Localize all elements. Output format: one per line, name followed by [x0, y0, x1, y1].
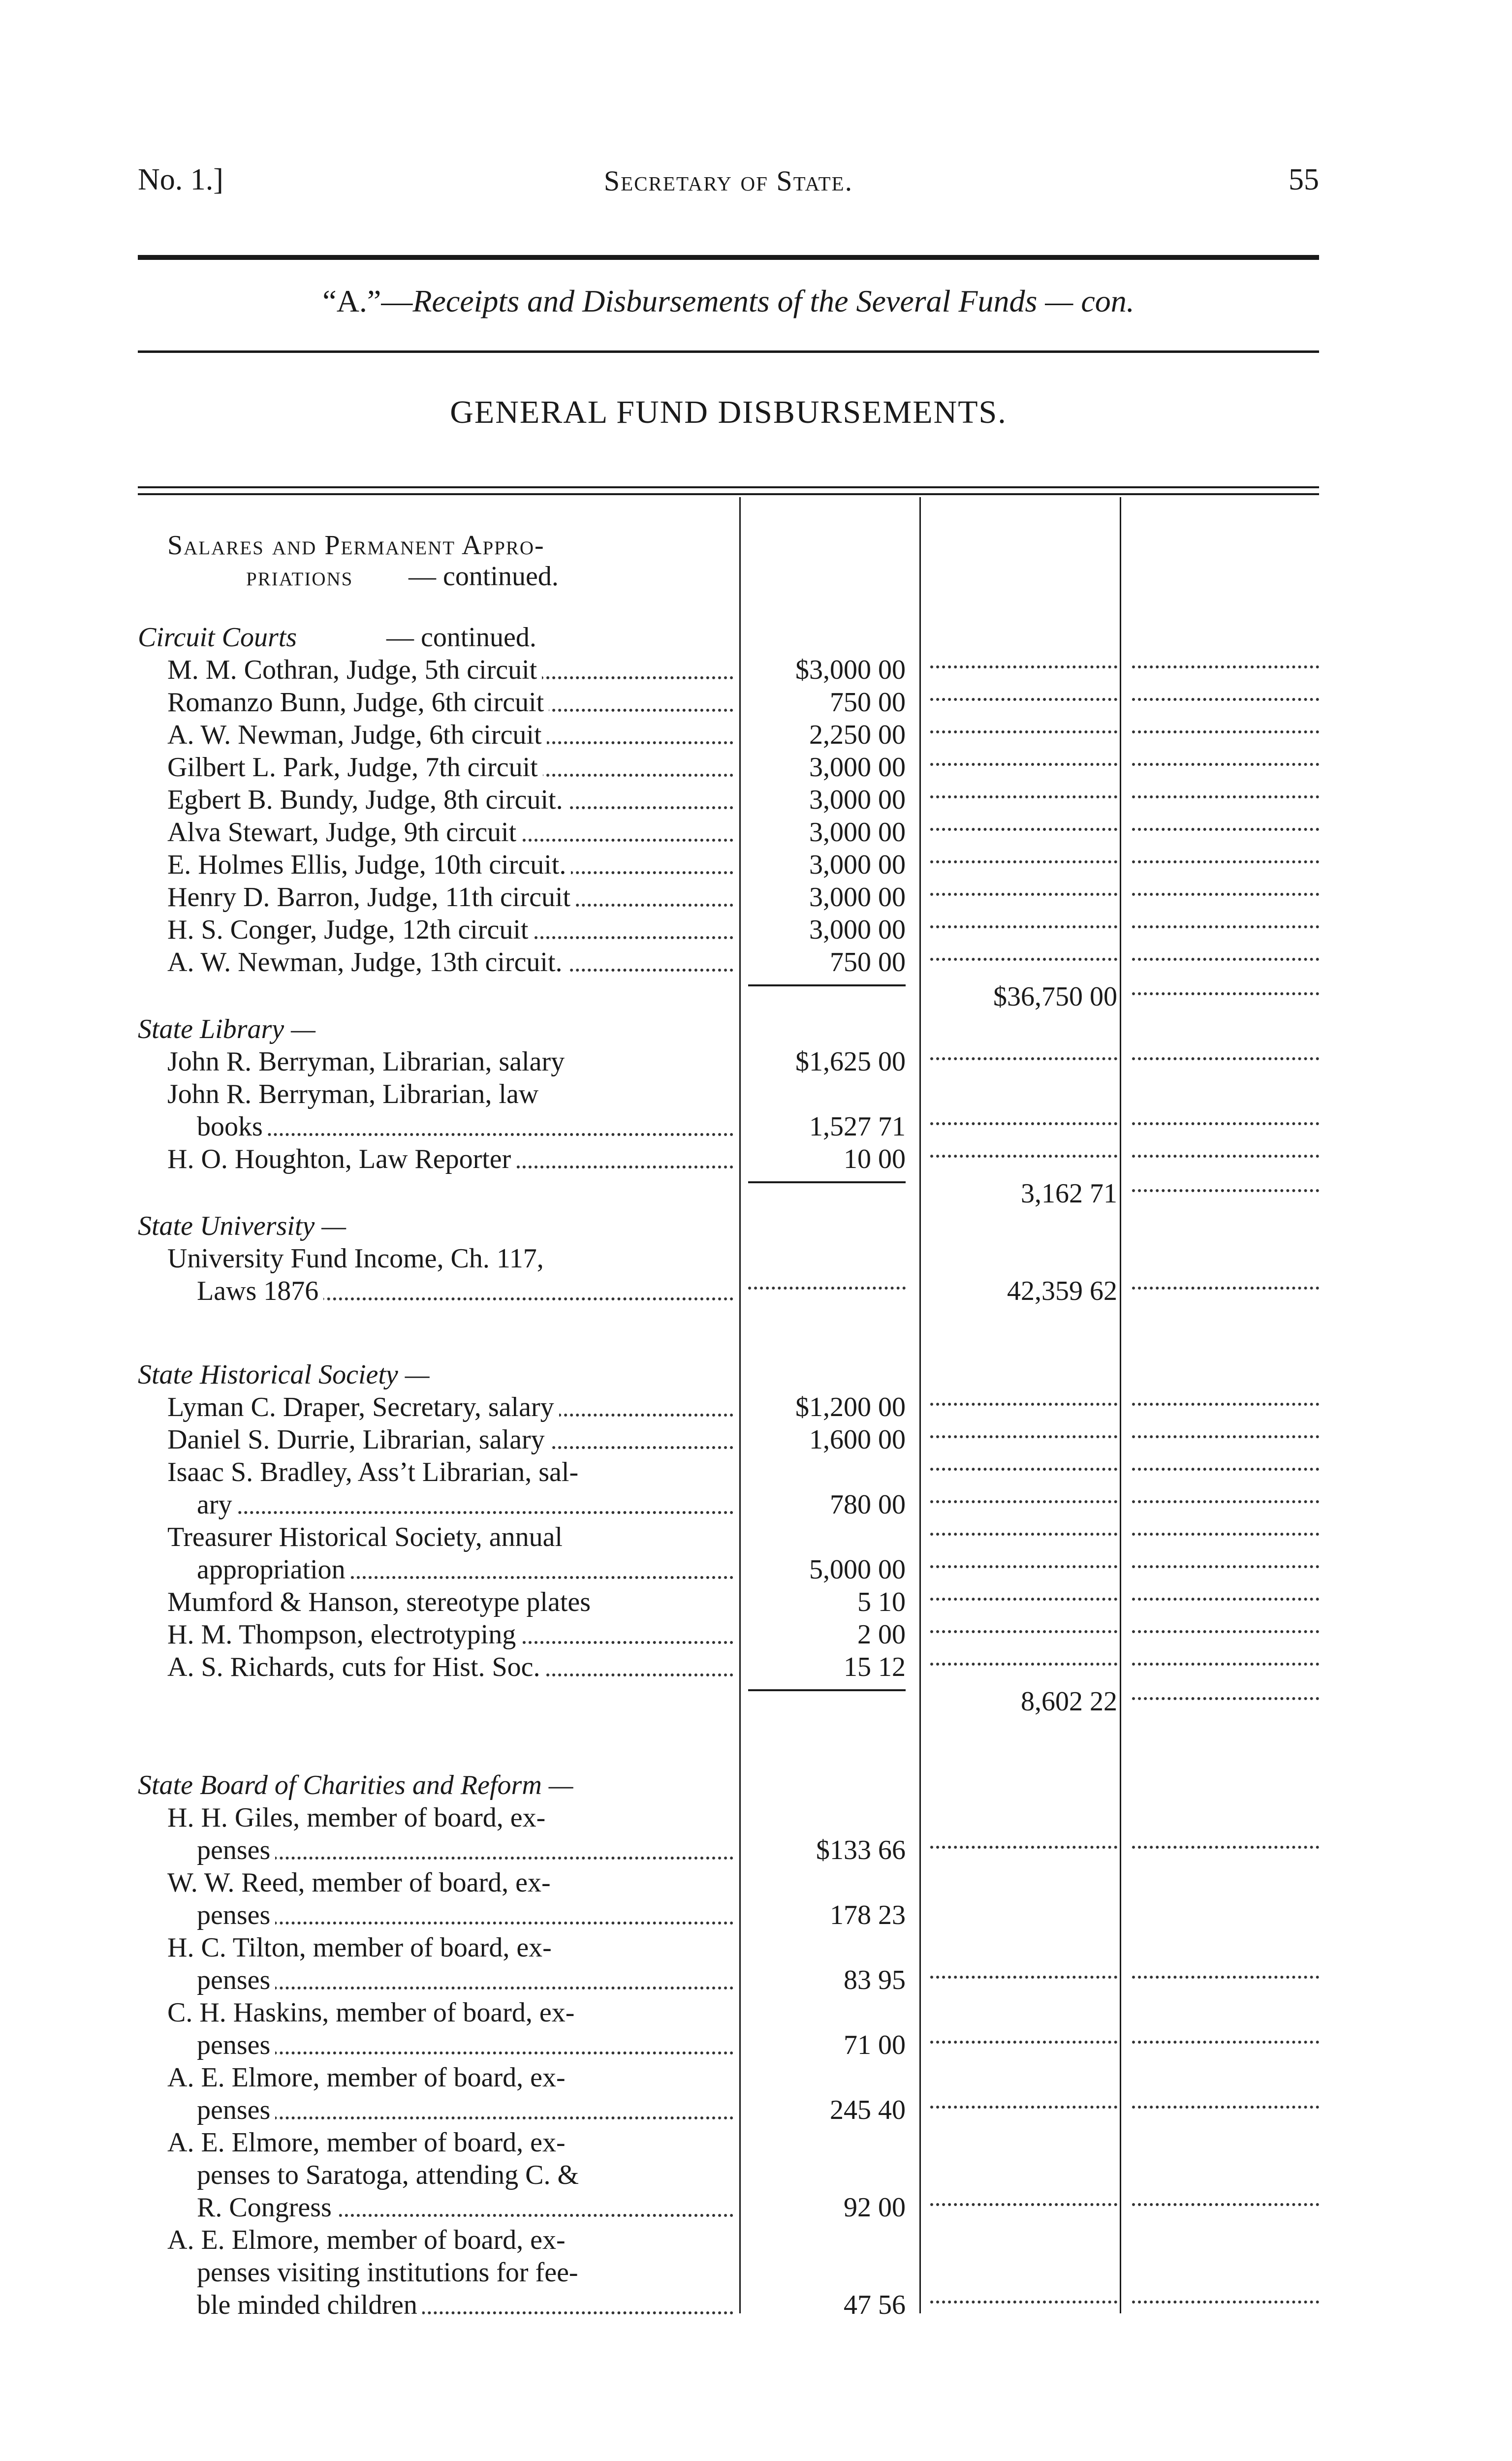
row-description: H. S. Conger, Judge, 12th circuit	[167, 915, 533, 945]
row-description: R. Congress	[197, 2192, 337, 2223]
running-head	[138, 162, 1319, 212]
subtotal-amount: 42,359 62	[1007, 1276, 1117, 1306]
row-description: Daniel S. Durrie, Librarian, salary	[167, 1424, 550, 1455]
category-line	[0, 1769, 1512, 1801]
row-description: Laws 1876	[197, 1276, 323, 1306]
row-amount: 15 12	[844, 1652, 906, 1682]
row-description: C. H. Haskins, member of board, ex-	[167, 1997, 575, 2028]
table-row-continued	[0, 1866, 1512, 1899]
row-description: penses visiting institutions for fee-	[197, 2257, 578, 2288]
row-description: penses	[197, 1900, 275, 1930]
category-title: State Library —	[138, 1014, 315, 1044]
row-amount: 1,527 71	[809, 1111, 906, 1142]
row-amount: 71 00	[844, 2030, 906, 2060]
row-amount: 1,600 00	[809, 1424, 906, 1455]
table-row	[0, 1391, 1512, 1423]
row-description: Gilbert L. Park, Judge, 7th circuit	[167, 752, 543, 783]
table-row	[0, 1899, 1512, 1931]
table-row-continued	[0, 2159, 1512, 2191]
subtotal-row	[0, 1685, 1512, 1718]
row-amount: 3,000 00	[809, 915, 906, 945]
table-row	[0, 1586, 1512, 1618]
row-amount: 5,000 00	[809, 1554, 906, 1585]
subtotal-amount: $36,750 00	[993, 981, 1117, 1012]
table-row-continued	[0, 1521, 1512, 1553]
category-line	[0, 1210, 1512, 1242]
table-row	[0, 1651, 1512, 1683]
table-row-continued	[0, 2256, 1512, 2289]
category-line	[0, 1013, 1512, 1045]
double-rule-bottom	[138, 493, 1319, 495]
table-row	[0, 2191, 1512, 2224]
row-description: Mumford & Hanson, stereotype plates	[167, 1587, 596, 1617]
row-description: penses to Saratoga, attending C. &	[197, 2160, 579, 2190]
row-description: Henry D. Barron, Judge, 11th circuit	[167, 882, 575, 913]
category-line	[0, 621, 1512, 654]
subtotal-row	[0, 1177, 1512, 1210]
table-row	[0, 1964, 1512, 1996]
row-description: W. W. Reed, member of board, ex-	[167, 1867, 551, 1898]
running-title: Secretary of State.	[603, 165, 853, 197]
row-amount: 2 00	[857, 1619, 906, 1650]
row-description: H. O. Houghton, Law Reporter	[167, 1144, 516, 1174]
table-row	[0, 1045, 1512, 1078]
table-row-continued	[0, 2126, 1512, 2159]
table-row	[0, 2094, 1512, 2126]
heading-text: Salares and Permanent Appro-	[167, 530, 545, 561]
table-row	[0, 2289, 1512, 2321]
row-amount: $1,625 00	[795, 1046, 906, 1077]
report-number: No. 1.]	[138, 163, 223, 196]
table-row-continued	[0, 1801, 1512, 1834]
category-title: State University —	[138, 1211, 346, 1241]
row-amount: 47 56	[844, 2290, 906, 2320]
row-amount: 3,000 00	[809, 752, 906, 783]
table-row	[0, 719, 1512, 751]
subtotal-amount: 8,602 22	[1021, 1686, 1117, 1717]
table-row	[0, 1423, 1512, 1456]
row-description: Lyman C. Draper, Secretary, salary	[167, 1392, 559, 1422]
row-description: E. Holmes Ellis, Judge, 10th circuit.	[167, 850, 571, 880]
row-amount: 3,000 00	[809, 882, 906, 913]
heading-line	[0, 529, 1512, 562]
row-description: penses	[197, 2095, 275, 2125]
row-description: penses	[197, 1965, 275, 1995]
table-row-continued	[0, 2224, 1512, 2256]
row-amount: 5 10	[857, 1587, 906, 1617]
double-rule-top	[138, 486, 1319, 488]
row-amount: 3,000 00	[809, 850, 906, 880]
heading-text: — continued.	[409, 561, 559, 592]
subtitle-prefix: “A.”—	[322, 284, 413, 318]
row-description: H. M. Thompson, electrotyping	[167, 1619, 521, 1650]
row-amount: 750 00	[830, 687, 906, 718]
row-description: Treasurer Historical Society, annual	[167, 1522, 563, 1552]
row-description: appropriation	[197, 1554, 350, 1585]
subtitle-suffix: — con.	[1037, 284, 1134, 318]
row-description: ary	[197, 1489, 237, 1520]
row-description: Isaac S. Bradley, Ass’t Librarian, sal-	[167, 1457, 579, 1487]
row-amount: $3,000 00	[795, 655, 906, 685]
row-description: A. W. Newman, Judge, 6th circuit	[167, 720, 547, 750]
subtotal-amount: 3,162 71	[1021, 1178, 1117, 1209]
row-amount: 3,000 00	[809, 785, 906, 815]
section-title: GENERAL FUND DISBURSEMENTS.	[450, 394, 1007, 430]
table-row	[0, 686, 1512, 719]
row-amount: $1,200 00	[795, 1392, 906, 1422]
category-line	[0, 1358, 1512, 1391]
row-description: penses	[197, 2030, 275, 2060]
row-amount: 780 00	[830, 1489, 906, 1520]
row-description: A. W. Newman, Judge, 13th circuit.	[167, 947, 567, 978]
table-row	[0, 654, 1512, 686]
row-description: A. E. Elmore, member of board, ex-	[167, 2127, 566, 2158]
category-title: Circuit Courts	[138, 622, 297, 653]
table-row	[0, 1110, 1512, 1143]
table-row	[0, 1488, 1512, 1521]
table-row-continued	[0, 1242, 1512, 1275]
table-row	[0, 751, 1512, 784]
row-description: A. E. Elmore, member of board, ex-	[167, 2225, 566, 2255]
category-title: State Board of Charities and Reform —	[138, 1770, 573, 1800]
row-description: John R. Berryman, Librarian, salary	[167, 1046, 569, 1077]
row-amount: 92 00	[844, 2192, 906, 2223]
category-title: State Historical Society —	[138, 1359, 430, 1390]
row-description: M. M. Cothran, Judge, 5th circuit	[167, 655, 542, 685]
row-amount: 178 23	[830, 1900, 906, 1930]
row-amount: $133 66	[816, 1835, 906, 1865]
row-description: penses	[197, 1835, 275, 1865]
table-row-continued	[0, 2061, 1512, 2094]
subtitle-italic: Receipts and Disbursements of the Several Funds	[412, 284, 1038, 318]
table-row	[0, 784, 1512, 816]
heading-line	[0, 560, 1512, 593]
page-number: 55	[1289, 163, 1319, 196]
row-description: Alva Stewart, Judge, 9th circuit	[167, 817, 521, 848]
row-amount: 2,250 00	[809, 720, 906, 750]
table-row	[0, 1275, 1512, 1307]
table-subtitle	[138, 283, 1319, 319]
table-row-continued	[0, 1078, 1512, 1110]
row-description: Egbert B. Bundy, Judge, 8th circuit.	[167, 785, 568, 815]
table-row-continued	[0, 1456, 1512, 1488]
row-amount: 3,000 00	[809, 817, 906, 848]
row-description: books	[197, 1111, 268, 1142]
subtotal-row	[0, 980, 1512, 1013]
row-description: University Fund Income, Ch. 117,	[167, 1243, 544, 1274]
table-row	[0, 946, 1512, 978]
table-row	[0, 816, 1512, 849]
row-description: John R. Berryman, Librarian, law	[167, 1079, 539, 1109]
row-description: H. C. Tilton, member of board, ex-	[167, 1932, 552, 1963]
table-row-continued	[0, 1931, 1512, 1964]
table-row	[0, 1143, 1512, 1175]
row-description: A. E. Elmore, member of board, ex-	[167, 2062, 566, 2093]
row-amount: 245 40	[830, 2095, 906, 2125]
category-suffix: — continued.	[386, 622, 536, 653]
table-row	[0, 1553, 1512, 1586]
table-row-continued	[0, 1996, 1512, 2029]
table-row	[0, 881, 1512, 914]
table-row	[0, 914, 1512, 946]
subtitle-rule	[138, 350, 1319, 353]
table-row	[0, 2029, 1512, 2061]
top-rule	[138, 255, 1319, 260]
table-row	[0, 1618, 1512, 1651]
table-row	[0, 1834, 1512, 1866]
row-description: H. H. Giles, member of board, ex-	[167, 1802, 546, 1833]
heading-text: priations	[246, 561, 353, 592]
row-description: Romanzo Bunn, Judge, 6th circuit	[167, 687, 549, 718]
row-description: ble minded children	[197, 2290, 422, 2320]
row-amount: 10 00	[844, 1144, 906, 1174]
row-amount: 750 00	[830, 947, 906, 978]
row-amount: 83 95	[844, 1965, 906, 1995]
row-description: A. S. Richards, cuts for Hist. Soc.	[167, 1652, 545, 1682]
table-row	[0, 849, 1512, 881]
